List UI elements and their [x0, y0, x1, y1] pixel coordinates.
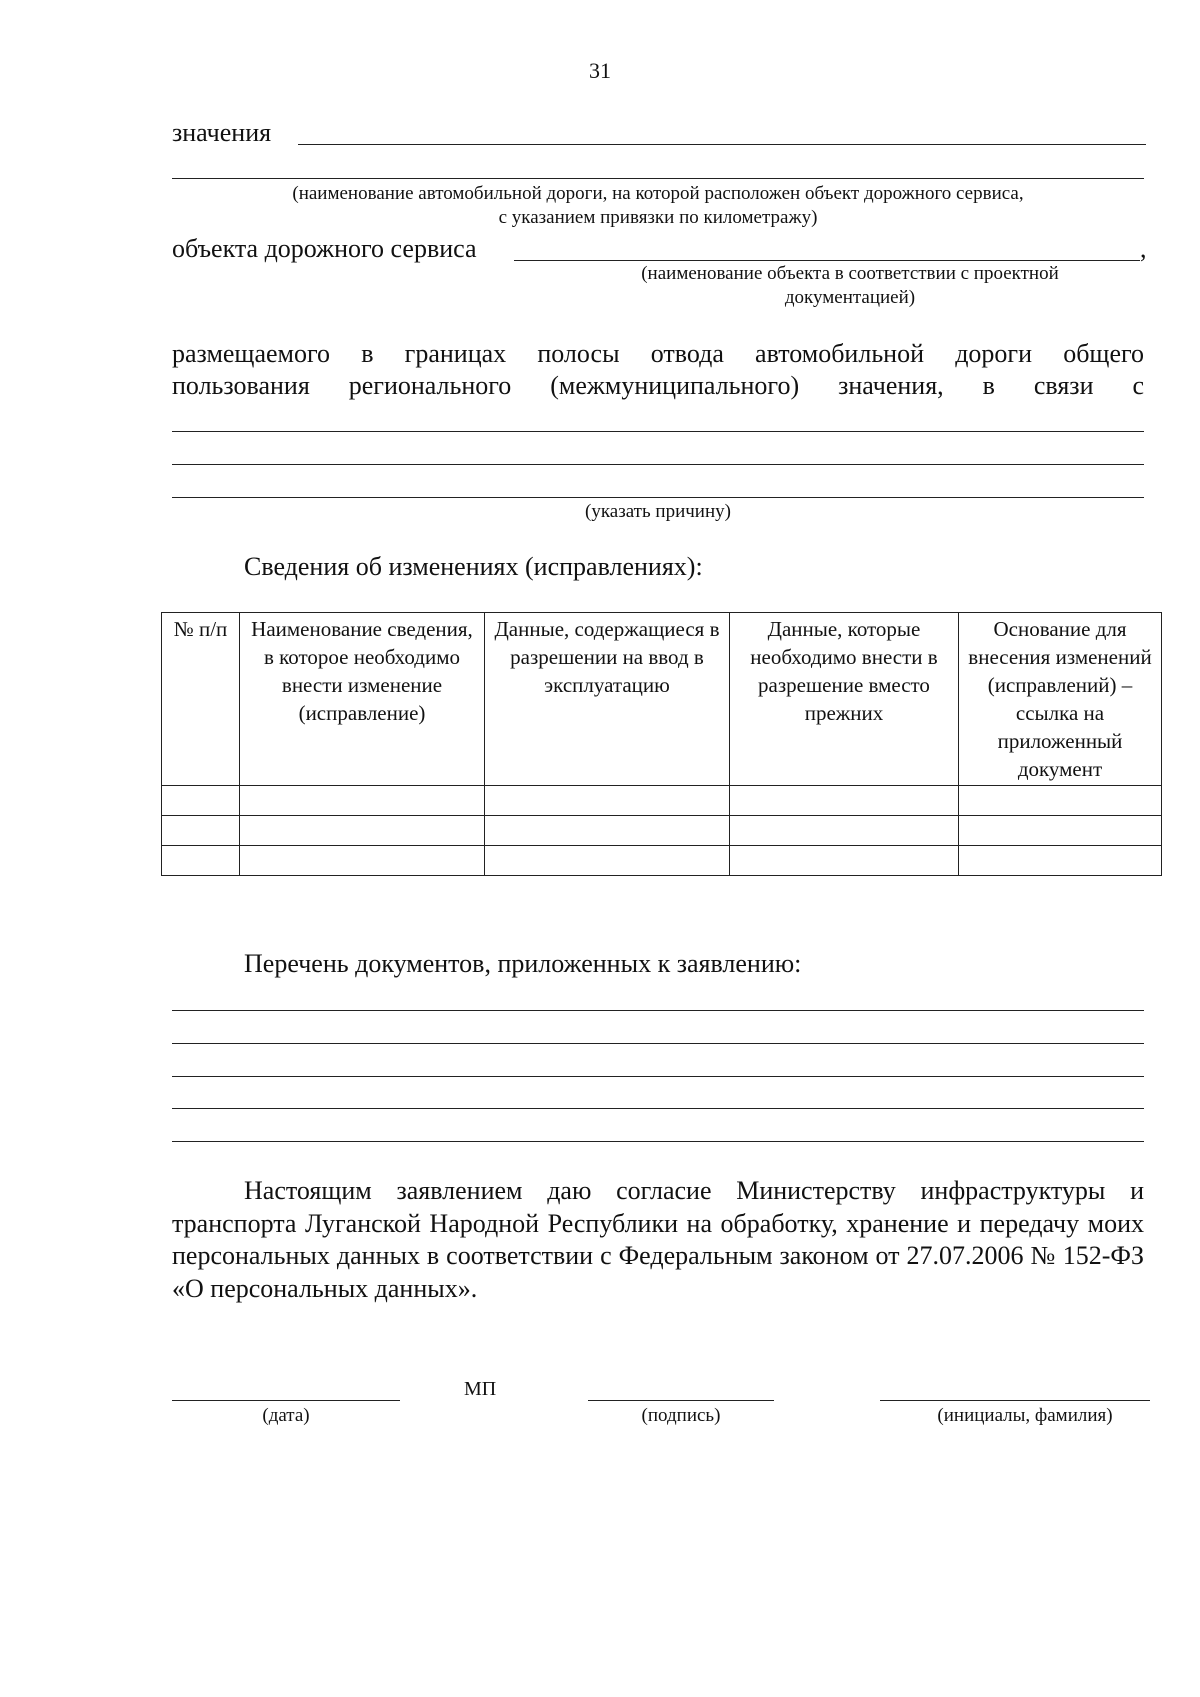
column-header-item-name: Наименование сведения, в которое необходимо внести изменение (исправление) [240, 613, 485, 786]
table-cell[interactable] [959, 846, 1162, 876]
documents-field-line-3[interactable] [172, 1076, 1144, 1077]
placement-text-line-1: размещаемого в границах полосы отвода автомобильной дороги общего [172, 339, 1144, 368]
reason-field-line-1[interactable] [172, 431, 1144, 432]
reason-field-line-2[interactable] [172, 464, 1144, 465]
column-header-number: № п/п [162, 613, 240, 786]
object-caption-line-1: (наименование объекта в соответствии с проектной [641, 263, 1059, 284]
table-cell[interactable] [485, 786, 730, 816]
consent-paragraph: Настоящим заявлением даю согласие Министерству инфраструктуры и транспорта Луганской Народной Республики на обработку, хранение и передачу моих персональных данных в соответствии с Федеральным законом от 27.07.2006 № 152-ФЗ «О персональных данных». [172, 1176, 1144, 1303]
name-caption: (инициалы, фамилия) [937, 1405, 1113, 1426]
page-number: 31 [589, 58, 611, 83]
reason-caption: (указать причину) [585, 501, 731, 522]
table-row [162, 786, 1162, 816]
signature-field-line[interactable] [588, 1400, 774, 1401]
object-comma: , [1140, 234, 1147, 263]
table-cell[interactable] [162, 846, 240, 876]
documents-field-line-5[interactable] [172, 1141, 1144, 1142]
road-name-field-line-2[interactable] [172, 178, 1144, 179]
changes-table [161, 612, 1162, 876]
documents-heading: Перечень документов, приложенных к заявлению: [244, 949, 802, 978]
table-cell[interactable] [730, 816, 959, 846]
column-header-current-data: Данные, содержащиеся в разрешении на ввод в эксплуатацию [485, 613, 730, 786]
table-row [162, 846, 1162, 876]
table-header-row [162, 613, 1162, 786]
documents-field-line-1[interactable] [172, 1010, 1144, 1011]
table-row [162, 816, 1162, 846]
road-name-field-line-1[interactable] [298, 144, 1146, 145]
object-name-field-line[interactable] [514, 260, 1140, 261]
table-cell[interactable] [730, 846, 959, 876]
column-header-new-data: Данные, которые необходимо внести в разрешение вместо прежних [730, 613, 959, 786]
table-cell[interactable] [730, 786, 959, 816]
date-caption: (дата) [262, 1405, 310, 1426]
table-cell[interactable] [959, 786, 1162, 816]
column-header-basis: Основание для внесения изменений (исправлений) – ссылка на приложенный документ [959, 613, 1162, 786]
znacheniya-label: значения [172, 118, 272, 147]
date-field-line[interactable] [172, 1400, 400, 1401]
name-field-line[interactable] [880, 1400, 1150, 1401]
table-cell[interactable] [240, 846, 485, 876]
placement-text-line-2: пользования регионального (межмуниципального) значения, в связи с [172, 371, 1144, 400]
road-caption-line-2: с указанием привязки по километражу) [498, 207, 818, 228]
reason-field-line-3[interactable] [172, 497, 1144, 498]
table-cell[interactable] [240, 816, 485, 846]
road-caption-line-1: (наименование автомобильной дороги, на которой расположен объект дорожного сервиса, [292, 183, 1024, 204]
table-cell[interactable] [959, 816, 1162, 846]
table-cell[interactable] [162, 786, 240, 816]
table-cell[interactable] [240, 786, 485, 816]
table-cell[interactable] [485, 846, 730, 876]
signature-caption: (подпись) [641, 1405, 721, 1426]
object-label: объекта дорожного сервиса [172, 234, 477, 263]
documents-field-line-2[interactable] [172, 1043, 1144, 1044]
object-caption-line-2: документацией) [784, 287, 916, 308]
table-cell[interactable] [485, 816, 730, 846]
table-cell[interactable] [162, 816, 240, 846]
mp-label: МП [464, 1378, 497, 1400]
documents-field-line-4[interactable] [172, 1108, 1144, 1109]
changes-heading: Сведения об изменениях (исправлениях): [244, 552, 703, 581]
